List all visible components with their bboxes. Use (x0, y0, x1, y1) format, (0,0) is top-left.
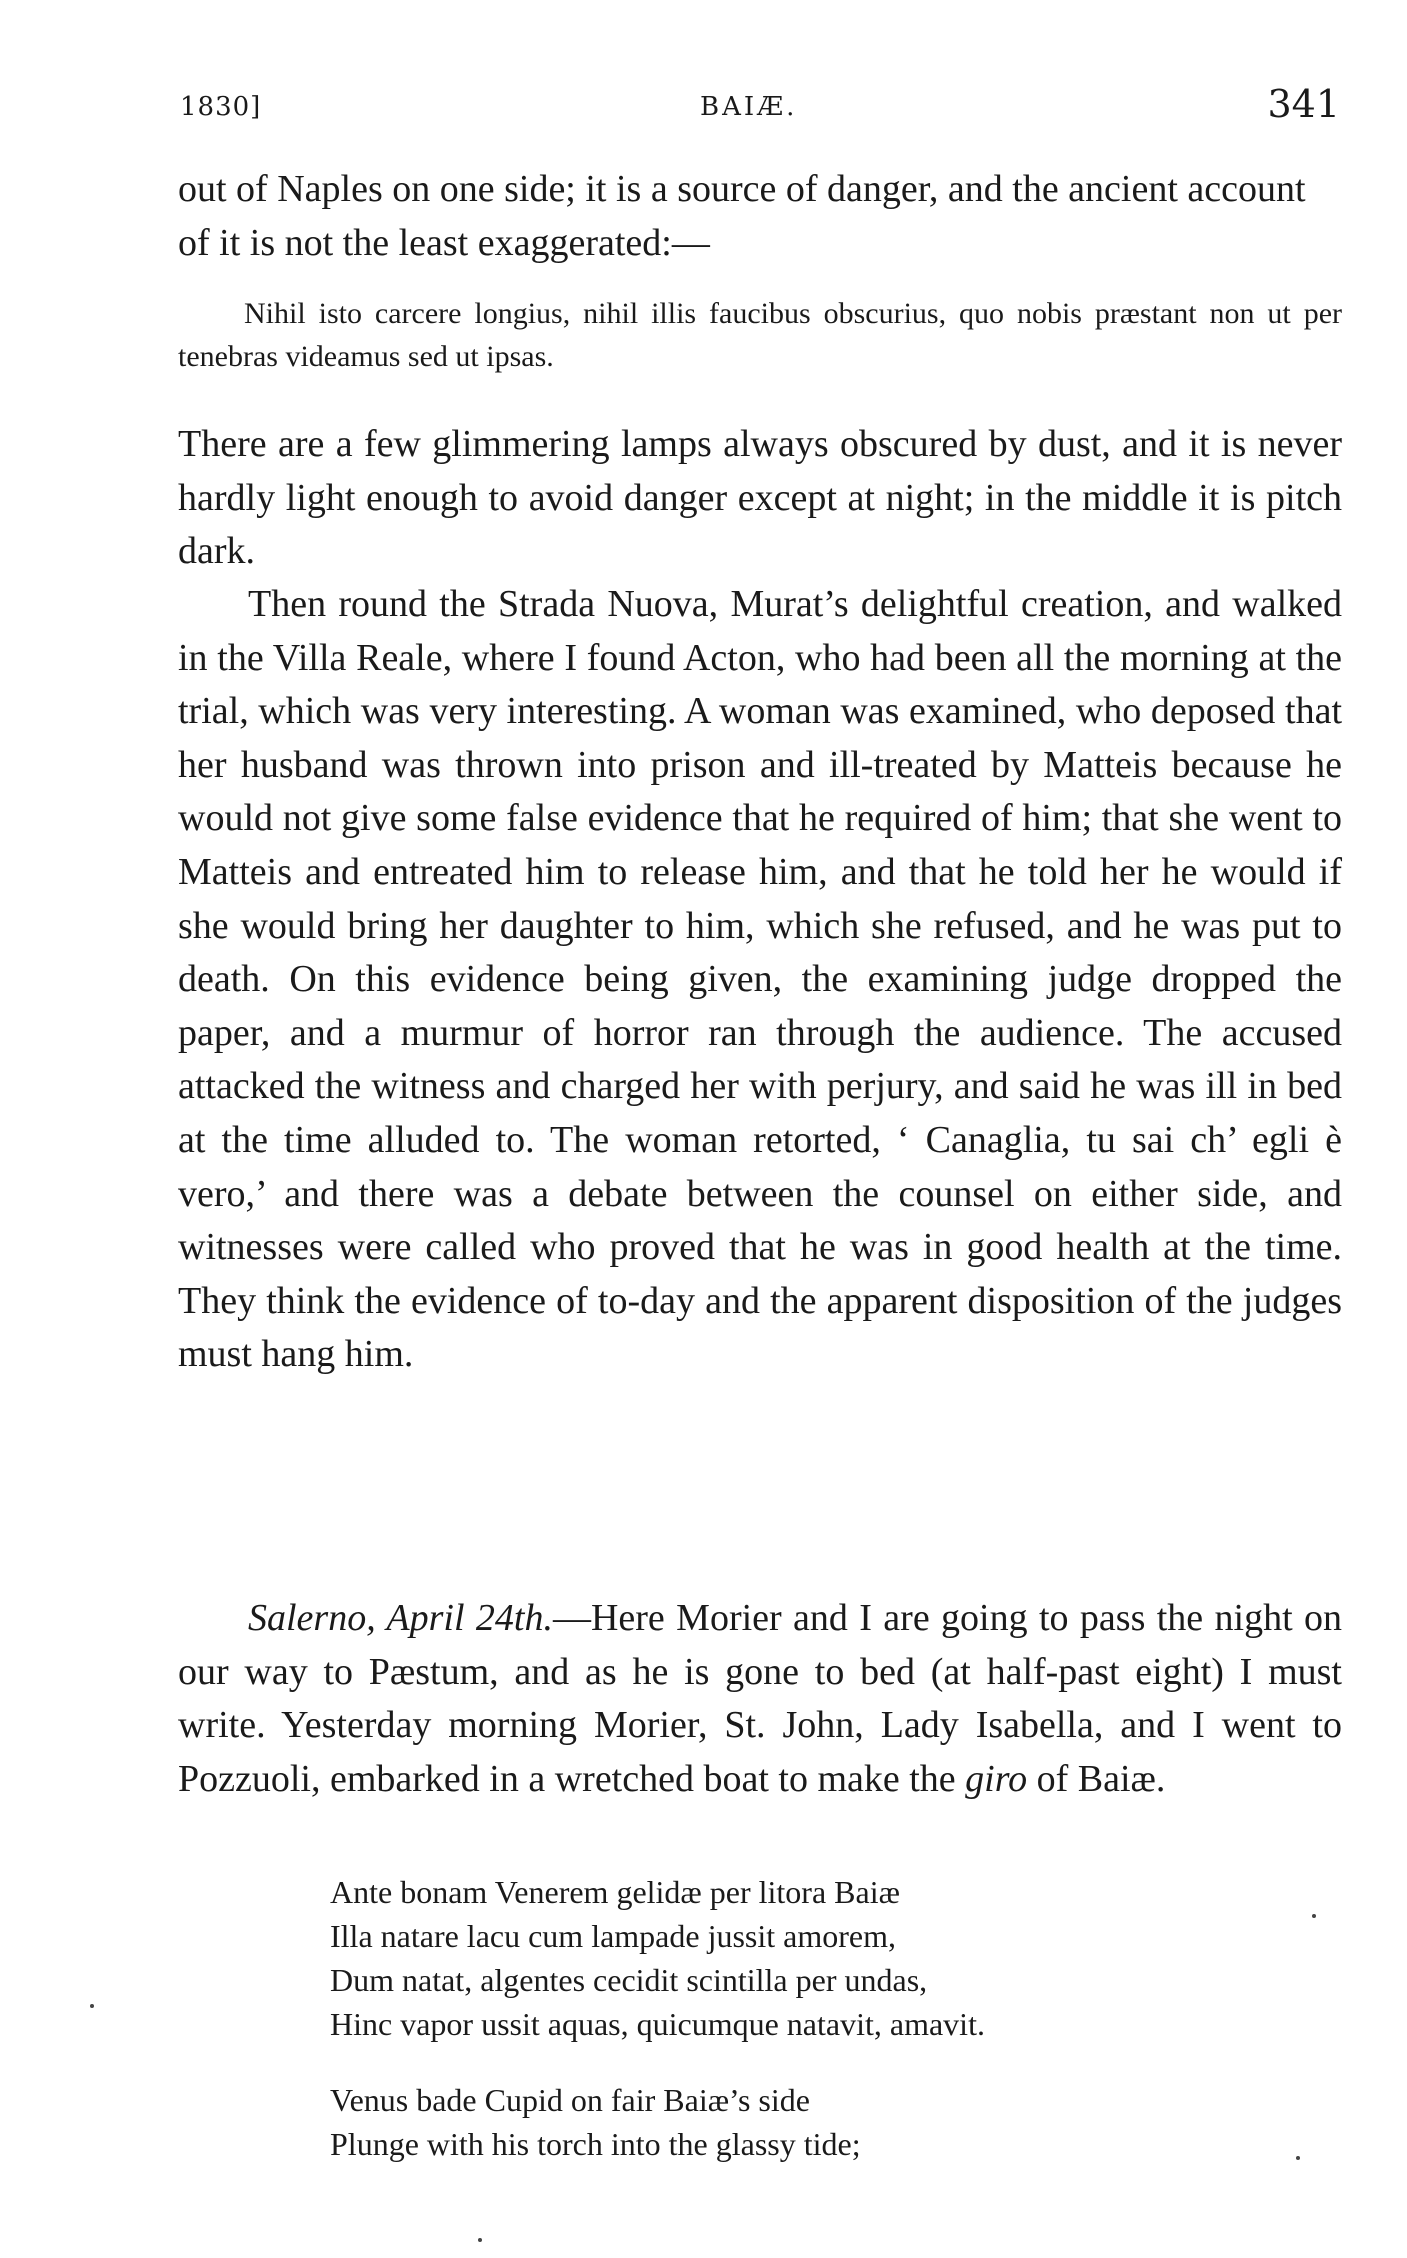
verse-line: Plunge with his torch into the glassy tide; (330, 2126, 861, 2162)
header-year: 1830] (180, 92, 262, 122)
header-title: BAIÆ. (700, 92, 798, 122)
paragraph-salerno-text (178, 1592, 1342, 1806)
verse-line: Illa natare lacu cum lampade jussit amorem, (330, 1918, 896, 1954)
ink-speck (1296, 2156, 1300, 2160)
paragraph-lamps-text: There are a few glimmering lamps always obscured by dust, and it is never hardly light enough to avoid danger except at night; in the middle it is pitch dark. (178, 423, 1342, 573)
paragraph-salerno (178, 1592, 1342, 1806)
ink-speck (478, 2238, 482, 2242)
salerno-text-b: of Baiæ. (1027, 1757, 1166, 1800)
verse-line: Venus bade Cupid on fair Baiæ’s side (330, 2082, 810, 2118)
running-head (180, 82, 1340, 128)
latin-prose-quote: Nihil isto carcere longius, nihil illis faucibus obscurius, quo nobis præstant non ut per tenebras videamus sed ut ipsas. (178, 297, 1342, 373)
page-number: 341 (1267, 82, 1340, 126)
giro-word: giro (965, 1757, 1028, 1800)
paragraph-trial-text: Then round the Strada Nuova, Murat’s delightful creation, and walked in the Villa Reale, where I found Acton, who had been all the morning at the trial, which was very interesting. A woman was examined, who deposed that her husband was thrown into prison and ill-treated by Matteis because he would not give some false evidence that he required of him; that she went to Matteis and entreated him to release him, and that he told her he would if she would bring her daughter to him, which she refused, and he was put to death. On this evidence being given, the examining judge dropped the paper, and a murmur of horror ran through the audience. The accused attacked the witness and charged her with perjury, and said he was ill in bed at the time alluded to. The woman retorted, ‘ Canaglia, tu sai ch’ egli è vero,’ and there was a debate between the counsel on either side, and witnesses were called who proved that he was in good health at the time. They think the evidence of to-day and the apparent disposition of the judges must hang him. (178, 583, 1342, 1376)
paragraph-trial (178, 578, 1342, 1382)
verse-line: Ante bonam Venerem gelidæ per litora Baiæ (330, 1874, 900, 1910)
ink-speck (1312, 1914, 1316, 1918)
ink-speck (90, 2004, 94, 2008)
intro-paragraph (178, 163, 1342, 270)
salerno-place-date: Salerno, April 24th. (248, 1597, 553, 1639)
verse-line: Hinc vapor ussit aquas, quicumque natavit, amavit. (330, 2006, 985, 2042)
english-verse (330, 2078, 1290, 2166)
intro-text: out of Naples on one side; it is a source of danger, and the ancient account of it is not the least exaggerated:— (178, 168, 1306, 264)
latin-verse (330, 1870, 1290, 2046)
verse-line: Dum natat, algentes cecidit scintilla per undas, (330, 1962, 928, 1998)
salerno-text-a: —Here Morier and I are going to pass the night on our way to Pæstum, and as he is gone to bed (at half-past eight) I must write. Yesterday morning Morier, St. John, Lady Isabella, and I went to Pozzuoli, embarked in a wretched boat to make the (178, 1597, 1343, 1800)
paragraph-lamps (178, 418, 1342, 579)
